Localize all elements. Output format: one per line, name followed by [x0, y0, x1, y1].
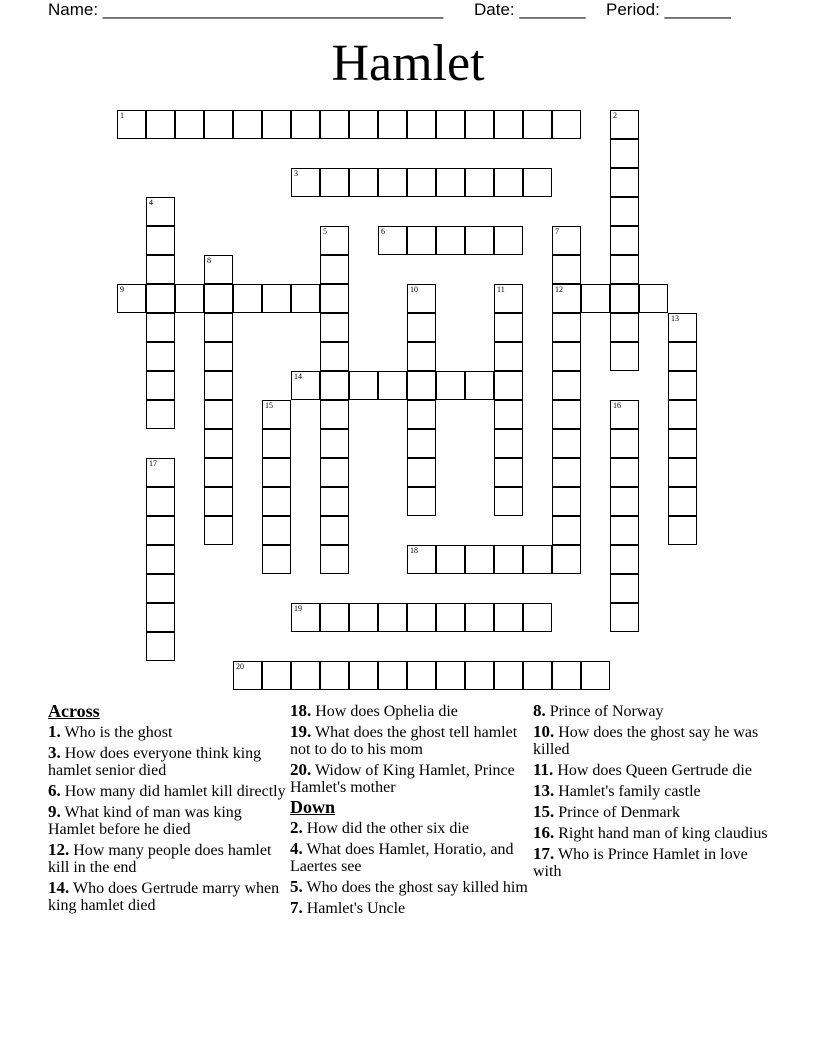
clue-text: How does Queen Gertrude die [557, 762, 752, 779]
grid-cell[interactable] [407, 545, 436, 574]
clue-number-label: 8. [533, 701, 546, 720]
grid-cell[interactable] [146, 400, 175, 429]
grid-cell[interactable] [610, 255, 639, 284]
clue-number-label: 9. [48, 802, 61, 821]
clue-text: How did the other six die [306, 820, 469, 837]
grid-cell[interactable] [552, 255, 581, 284]
down-heading: Down [290, 797, 336, 817]
clue-text: What does Hamlet, Horatio, and Laertes see [290, 841, 514, 875]
grid-cell[interactable] [610, 226, 639, 255]
grid-cell[interactable] [494, 545, 523, 574]
grid-cell[interactable] [668, 429, 697, 458]
clue-number: 17 [149, 459, 157, 468]
grid-cell[interactable] [262, 110, 291, 139]
grid-cell[interactable] [407, 226, 436, 255]
grid-cell[interactable] [668, 313, 697, 342]
grid-cell[interactable] [378, 661, 407, 690]
grid-cell[interactable] [610, 516, 639, 545]
clue-number: 11 [497, 285, 505, 294]
grid-cell[interactable] [407, 371, 436, 400]
grid-cell[interactable] [291, 284, 320, 313]
clue-item [48, 879, 288, 914]
grid-cell[interactable] [349, 603, 378, 632]
clue-number: 20 [236, 662, 244, 671]
grid-cell[interactable] [407, 429, 436, 458]
grid-cell[interactable] [146, 545, 175, 574]
clue-text: How does the ghost say he was killed [533, 724, 759, 758]
grid-cell[interactable] [436, 226, 465, 255]
grid-cell[interactable] [465, 371, 494, 400]
clue-item [290, 761, 530, 796]
grid-cell[interactable] [349, 168, 378, 197]
grid-cell[interactable] [436, 661, 465, 690]
clue-item [533, 803, 773, 821]
clue-number-label: 14. [48, 878, 70, 897]
grid-cell[interactable] [204, 371, 233, 400]
grid-cell[interactable] [378, 371, 407, 400]
clue-item [290, 702, 530, 720]
grid-cell[interactable] [494, 284, 523, 313]
across-heading: Across [48, 701, 100, 721]
grid-cell[interactable] [552, 313, 581, 342]
grid-cell[interactable] [407, 603, 436, 632]
grid-cell[interactable] [494, 400, 523, 429]
grid-cell[interactable] [117, 284, 146, 313]
grid-cell[interactable] [204, 458, 233, 487]
grid-cell[interactable] [320, 603, 349, 632]
clue-number: 15 [265, 401, 273, 410]
grid-cell[interactable] [552, 371, 581, 400]
grid-cell[interactable] [610, 458, 639, 487]
grid-cell[interactable] [610, 139, 639, 168]
clue-number: 4 [149, 198, 153, 207]
grid-cell[interactable] [262, 545, 291, 574]
clue-number-label: 15. [533, 802, 555, 821]
clue-text: How does Ophelia die [315, 703, 458, 720]
clue-number-label: 20. [290, 760, 312, 779]
clue-item [290, 723, 530, 758]
grid-cell[interactable] [146, 255, 175, 284]
grid-cell[interactable] [581, 661, 610, 690]
grid-cell[interactable] [320, 255, 349, 284]
grid-cell[interactable] [523, 661, 552, 690]
clue-text: Prince of Denmark [558, 804, 680, 821]
grid-cell[interactable] [407, 110, 436, 139]
grid-cell[interactable] [233, 110, 262, 139]
grid-cell[interactable] [436, 545, 465, 574]
clue-number-label: 2. [290, 818, 303, 837]
grid-cell[interactable] [494, 603, 523, 632]
grid-cell[interactable] [320, 371, 349, 400]
clue-text: Who is Prince Hamlet in love with [533, 846, 748, 880]
grid-cell[interactable] [320, 545, 349, 574]
date-field[interactable]: Date: _______ [474, 0, 586, 19]
clue-number-label: 10. [533, 722, 555, 741]
grid-cell[interactable] [494, 371, 523, 400]
grid-cell[interactable] [465, 545, 494, 574]
grid-cell[interactable] [552, 429, 581, 458]
grid-cell[interactable] [146, 632, 175, 661]
clue-item [533, 824, 773, 842]
grid-cell[interactable] [407, 487, 436, 516]
grid-cell[interactable] [320, 458, 349, 487]
grid-cell[interactable] [320, 429, 349, 458]
grid-cell[interactable] [291, 661, 320, 690]
grid-cell[interactable] [494, 168, 523, 197]
clue-item [48, 723, 288, 741]
grid-cell[interactable] [465, 603, 494, 632]
grid-cell[interactable] [320, 487, 349, 516]
grid-cell[interactable] [204, 342, 233, 371]
grid-cell[interactable] [610, 429, 639, 458]
grid-cell[interactable] [552, 516, 581, 545]
grid-cell[interactable] [407, 284, 436, 313]
grid-cell[interactable] [523, 168, 552, 197]
clues-column-3 [533, 702, 773, 883]
clue-text: Right hand man of king claudius [558, 825, 768, 842]
grid-cell[interactable] [552, 487, 581, 516]
grid-cell[interactable] [465, 661, 494, 690]
grid-cell[interactable] [552, 458, 581, 487]
grid-cell[interactable] [494, 429, 523, 458]
clue-number: 3 [294, 169, 298, 178]
grid-cell[interactable] [378, 110, 407, 139]
grid-cell[interactable] [610, 487, 639, 516]
grid-cell[interactable] [262, 429, 291, 458]
grid-cell[interactable] [407, 400, 436, 429]
grid-cell[interactable] [146, 574, 175, 603]
grid-cell[interactable] [436, 603, 465, 632]
grid-cell[interactable] [668, 400, 697, 429]
grid-cell[interactable] [552, 400, 581, 429]
grid-cell[interactable] [262, 516, 291, 545]
clue-number-label: 4. [290, 839, 303, 858]
grid-cell[interactable] [204, 487, 233, 516]
grid-cell[interactable] [407, 313, 436, 342]
grid-cell[interactable] [233, 661, 262, 690]
grid-cell[interactable] [146, 313, 175, 342]
grid-cell[interactable] [204, 110, 233, 139]
clue-number: 14 [294, 372, 302, 381]
clues-column-1 [48, 702, 288, 917]
grid-cell[interactable] [262, 400, 291, 429]
clue-text: What kind of man was king Hamlet before he died [48, 804, 242, 838]
grid-cell[interactable] [494, 342, 523, 371]
grid-cell[interactable] [204, 284, 233, 313]
clue-number: 6 [381, 227, 385, 236]
grid-cell[interactable] [146, 284, 175, 313]
clue-number-label: 13. [533, 781, 555, 800]
grid-cell[interactable] [146, 458, 175, 487]
clue-text: Prince of Norway [549, 703, 664, 720]
clue-item [48, 803, 288, 838]
clue-number: 9 [120, 285, 124, 294]
grid-cell[interactable] [291, 371, 320, 400]
clue-item [533, 723, 773, 758]
grid-cell[interactable] [610, 574, 639, 603]
grid-cell[interactable] [465, 168, 494, 197]
grid-cell[interactable] [436, 168, 465, 197]
clue-text: How does everyone think king hamlet senior died [48, 745, 262, 779]
clue-item [533, 782, 773, 800]
clue-item [533, 845, 773, 880]
clue-number-label: 1. [48, 722, 61, 741]
clue-number: 7 [555, 227, 559, 236]
grid-cell[interactable] [581, 284, 610, 313]
grid-cell[interactable] [146, 342, 175, 371]
clue-item [48, 782, 288, 800]
grid-cell[interactable] [146, 110, 175, 139]
grid-cell[interactable] [610, 342, 639, 371]
grid-cell[interactable] [204, 400, 233, 429]
clue-text: How many people does hamlet kill in the end [48, 842, 272, 876]
grid-cell[interactable] [407, 342, 436, 371]
grid-cell[interactable] [117, 110, 146, 139]
clue-number: 1 [120, 111, 124, 120]
clue-item [290, 819, 530, 837]
clue-item [290, 878, 530, 896]
clue-number-label: 5. [290, 877, 303, 896]
page-title: Hamlet [331, 35, 485, 92]
grid-cell[interactable] [349, 661, 378, 690]
clue-number-label: 16. [533, 823, 555, 842]
grid-cell[interactable] [262, 487, 291, 516]
clue-text: Who is the ghost [64, 724, 173, 741]
clue-number-label: 18. [290, 701, 312, 720]
clue-number: 13 [671, 314, 679, 323]
clue-number-label: 17. [533, 844, 555, 863]
grid-cell[interactable] [320, 226, 349, 255]
grid-cell[interactable] [262, 661, 291, 690]
grid-cell[interactable] [175, 110, 204, 139]
grid-cell[interactable] [320, 313, 349, 342]
grid-cell[interactable] [610, 400, 639, 429]
grid-cell[interactable] [668, 342, 697, 371]
clue-item [48, 744, 288, 779]
grid-cell[interactable] [552, 661, 581, 690]
grid-cell[interactable] [204, 255, 233, 284]
grid-cell[interactable] [552, 545, 581, 574]
grid-cell[interactable] [233, 284, 262, 313]
clue-text: Who does Gertrude marry when king hamlet died [48, 880, 280, 914]
grid-cell[interactable] [494, 458, 523, 487]
clue-text: How many did hamlet kill directly [64, 783, 286, 800]
grid-cell[interactable] [494, 226, 523, 255]
grid-cell[interactable] [320, 661, 349, 690]
grid-cell[interactable] [523, 545, 552, 574]
clue-number: 12 [555, 285, 563, 294]
clue-text: Hamlet's family castle [558, 783, 701, 800]
across-clue-list [48, 723, 288, 914]
grid-cell[interactable] [291, 603, 320, 632]
grid-cell[interactable] [204, 429, 233, 458]
clue-number: 5 [323, 227, 327, 236]
grid-cell[interactable] [610, 197, 639, 226]
grid-cell[interactable] [610, 313, 639, 342]
grid-cell[interactable] [494, 110, 523, 139]
grid-cell[interactable] [262, 284, 291, 313]
clue-number-label: 7. [290, 898, 303, 917]
grid-cell[interactable] [378, 226, 407, 255]
grid-cell[interactable] [639, 284, 668, 313]
grid-cell[interactable] [436, 371, 465, 400]
grid-cell[interactable] [175, 284, 204, 313]
grid-cell[interactable] [668, 516, 697, 545]
grid-cell[interactable] [146, 516, 175, 545]
grid-cell[interactable] [378, 603, 407, 632]
grid-cell[interactable] [610, 603, 639, 632]
grid-cell[interactable] [262, 458, 291, 487]
clue-item [290, 899, 530, 917]
grid-cell[interactable] [146, 487, 175, 516]
clue-number-label: 12. [48, 840, 70, 859]
grid-cell[interactable] [465, 110, 494, 139]
grid-cell[interactable] [320, 284, 349, 313]
grid-cell[interactable] [668, 458, 697, 487]
clue-number-label: 19. [290, 722, 312, 741]
grid-cell[interactable] [204, 313, 233, 342]
clue-item [290, 840, 530, 875]
grid-cell[interactable] [320, 110, 349, 139]
grid-cell[interactable] [552, 226, 581, 255]
grid-cell[interactable] [146, 197, 175, 226]
clue-text: Widow of King Hamlet, Prince Hamlet's mother [290, 762, 515, 796]
grid-cell[interactable] [349, 371, 378, 400]
grid-cell[interactable] [552, 110, 581, 139]
clue-text: Who does the ghost say killed him [306, 879, 528, 896]
clue-number: 8 [207, 256, 211, 265]
grid-cell[interactable] [378, 168, 407, 197]
grid-cell[interactable] [610, 545, 639, 574]
grid-cell[interactable] [407, 458, 436, 487]
clue-number-label: 6. [48, 781, 61, 800]
grid-cell[interactable] [494, 661, 523, 690]
clue-text: What does the ghost tell hamlet not to do to his mom [290, 724, 518, 758]
grid-cell[interactable] [407, 661, 436, 690]
grid-cell[interactable] [291, 168, 320, 197]
clue-item [533, 761, 773, 779]
clue-number-label: 3. [48, 743, 61, 762]
clue-number: 19 [294, 604, 302, 613]
across-clue-list-continued [290, 702, 530, 796]
grid-cell[interactable] [146, 226, 175, 255]
grid-cell[interactable] [610, 284, 639, 313]
grid-cell[interactable] [552, 342, 581, 371]
grid-cell[interactable] [349, 110, 378, 139]
grid-cell[interactable] [465, 226, 494, 255]
clue-number: 10 [410, 285, 418, 294]
grid-cell[interactable] [407, 168, 436, 197]
grid-cell[interactable] [610, 168, 639, 197]
grid-cell[interactable] [436, 110, 465, 139]
grid-cell[interactable] [204, 516, 233, 545]
down-clue-list-continued [533, 702, 773, 880]
grid-cell[interactable] [146, 603, 175, 632]
grid-cell[interactable] [494, 313, 523, 342]
grid-cell[interactable] [320, 168, 349, 197]
grid-cell[interactable] [610, 110, 639, 139]
period-field[interactable]: Period: _______ [606, 0, 731, 19]
name-field[interactable]: Name: ____________________________________ [48, 0, 444, 19]
grid-cell[interactable] [291, 110, 320, 139]
grid-cell[interactable] [320, 342, 349, 371]
grid-cell[interactable] [523, 110, 552, 139]
clue-item [533, 702, 773, 720]
grid-cell[interactable] [320, 400, 349, 429]
clue-number: 16 [613, 401, 621, 410]
clue-number: 2 [613, 111, 617, 120]
clue-text: Hamlet's Uncle [306, 900, 406, 917]
grid-cell[interactable] [552, 284, 581, 313]
grid-cell[interactable] [668, 371, 697, 400]
clues-column-2 [290, 702, 530, 920]
grid-cell[interactable] [494, 487, 523, 516]
down-clue-list [290, 819, 530, 917]
grid-cell[interactable] [146, 371, 175, 400]
grid-cell[interactable] [523, 603, 552, 632]
worksheet-header [0, 0, 816, 22]
clue-number-label: 11. [533, 760, 554, 779]
clue-item [48, 841, 288, 876]
grid-cell[interactable] [668, 487, 697, 516]
grid-cell[interactable] [320, 516, 349, 545]
clue-number: 18 [410, 546, 418, 555]
